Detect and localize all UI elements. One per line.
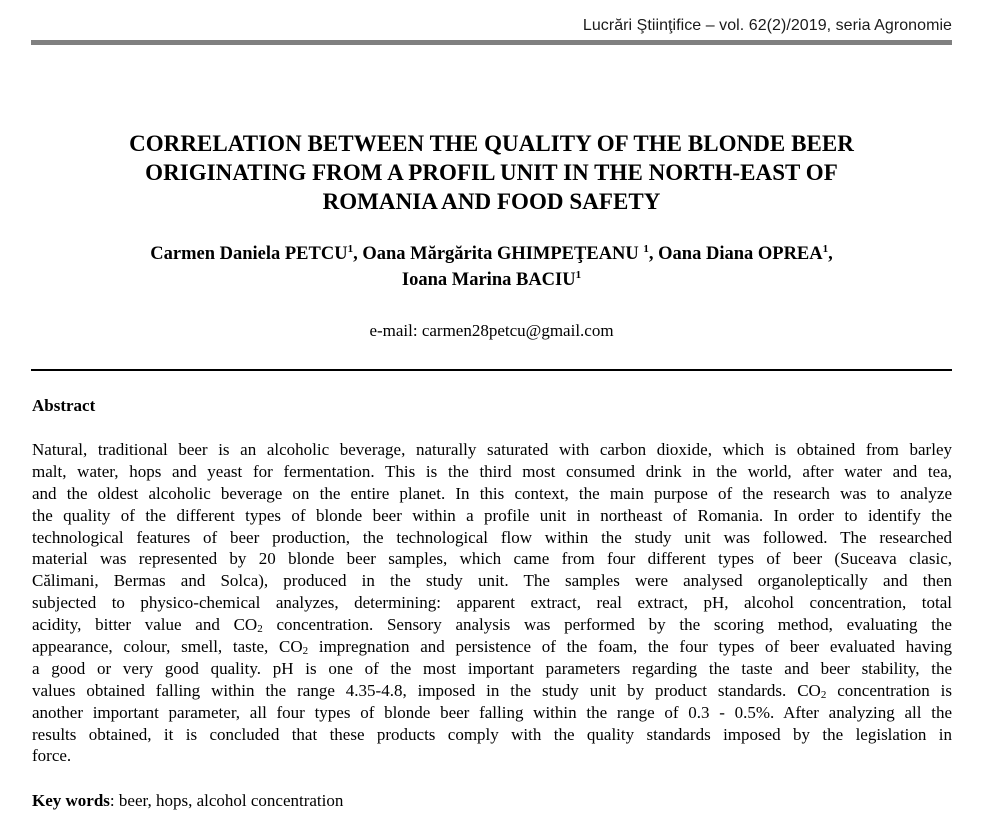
abstract-text-run: concentration. Sensory analysis was performed by the scoring method, evaluating the <box>262 615 952 635</box>
affiliation-mark: 1 <box>347 243 354 255</box>
abstract-line <box>32 505 952 527</box>
abstract-text-run: another important parameter, all four types of blonde beer falling within the range of 0.3 - 0.5%. After analyzing all the <box>32 702 952 722</box>
author-name: Oana Diana OPREA <box>658 244 823 264</box>
abstract-text-run: values obtained falling within the range 4.35-4.8, imposed in the study unit by product standards. CO <box>32 680 821 700</box>
abstract-text-run: force. <box>32 746 72 766</box>
abstract-text-run: technological features of beer production, the technological flow within the study unit was followed. The researched <box>32 527 952 547</box>
abstract-text-run: Călimani, Bermas and Solca), produced in the study unit. The samples were analysed organoleptically and then <box>32 571 952 591</box>
keywords-label: Key words <box>32 791 110 810</box>
author-separator: , <box>353 244 363 264</box>
keywords-value: : beer, hops, alcohol concentration <box>109 791 344 810</box>
author-name: Carmen Daniela PETCU <box>150 244 348 264</box>
author-line <box>31 267 952 293</box>
author-name: Oana Mărgărita GHIMPEŢEANU <box>362 244 644 264</box>
abstract-line <box>32 461 952 483</box>
author-separator: , <box>828 244 833 264</box>
abstract-text-run: the quality of the different types of blonde beer within a profile unit in northeast of Romania. In order to identify the <box>32 505 952 525</box>
abstract-line <box>32 636 952 658</box>
abstract-line <box>32 548 952 570</box>
abstract-text-run: impregnation and persistence of the foam, the four types of beer evaluated having <box>308 637 952 657</box>
running-head: Lucrări Ştiinţifice – vol. 62(2)/2019, seria Agronomie <box>582 17 952 34</box>
author-name: Ioana Marina BACIU <box>401 270 576 290</box>
abstract-text-run: and the oldest alcoholic beverage on the entire planet. In this context, the main purpose of the research was to analyze <box>32 483 952 503</box>
header-rule <box>31 40 952 45</box>
section-divider <box>31 369 952 371</box>
abstract-line <box>32 527 952 549</box>
abstract-text-run: material was represented by 20 blonde beer samples, which came from four different types of beer (Suceava clasic, <box>32 549 952 569</box>
abstract-line <box>32 724 952 746</box>
title-line: ORIGINATING FROM A PROFIL UNIT IN THE NORTH-EAST OF <box>145 160 838 185</box>
keywords <box>32 790 343 811</box>
title-line: CORRELATION BETWEEN THE QUALITY OF THE BLONDE BEER <box>129 131 854 156</box>
paper-title <box>31 129 952 216</box>
abstract-heading: Abstract <box>32 396 96 415</box>
abstract-line <box>32 592 952 614</box>
affiliation-mark: 1 <box>822 243 829 255</box>
abstract-text-run: concentration is <box>826 680 952 700</box>
abstract-line <box>32 745 952 767</box>
abstract-text-run: results obtained, it is concluded that these products comply with the quality standards imposed by the legislation in <box>32 724 952 744</box>
abstract-line <box>32 439 952 461</box>
contact-email: e-mail: carmen28petcu@gmail.com <box>369 321 614 340</box>
abstract-text-run: Natural, traditional beer is an alcoholic beverage, naturally saturated with carbon dioxide, which is obtained from barley <box>32 440 952 459</box>
abstract-text-run: acidity, bitter value and CO <box>32 615 258 635</box>
abstract-text-run: malt, water, hops and yeast for fermentation. This is the third most consumed drink in the world, after water and tea, <box>32 461 952 481</box>
subscript: 2 <box>257 623 263 636</box>
affiliation-mark: 1 <box>643 243 649 255</box>
abstract-line <box>32 614 952 636</box>
affiliation-mark: 1 <box>575 269 582 281</box>
abstract-line <box>32 702 952 724</box>
abstract-line <box>32 680 952 702</box>
author-separator: , <box>648 244 659 264</box>
abstract-line <box>32 570 952 592</box>
subscript: 2 <box>820 688 827 701</box>
subscript: 2 <box>302 645 309 658</box>
abstract-line <box>32 658 952 680</box>
abstract-text-run: a good or very good quality. pH is one of the most important parameters regarding the taste and beer stability, the <box>32 658 952 678</box>
abstract-text <box>32 439 952 767</box>
title-line: ROMANIA AND FOOD SAFETY <box>322 189 661 214</box>
author-list <box>31 241 952 293</box>
abstract-text-run: subjected to physico-chemical analyzes, determining: apparent extract, real extract, pH, alcohol concentration, total <box>32 593 952 613</box>
author-line <box>31 241 952 267</box>
abstract-line <box>32 483 952 505</box>
abstract-text-run: appearance, colour, smell, taste, CO <box>32 637 303 657</box>
